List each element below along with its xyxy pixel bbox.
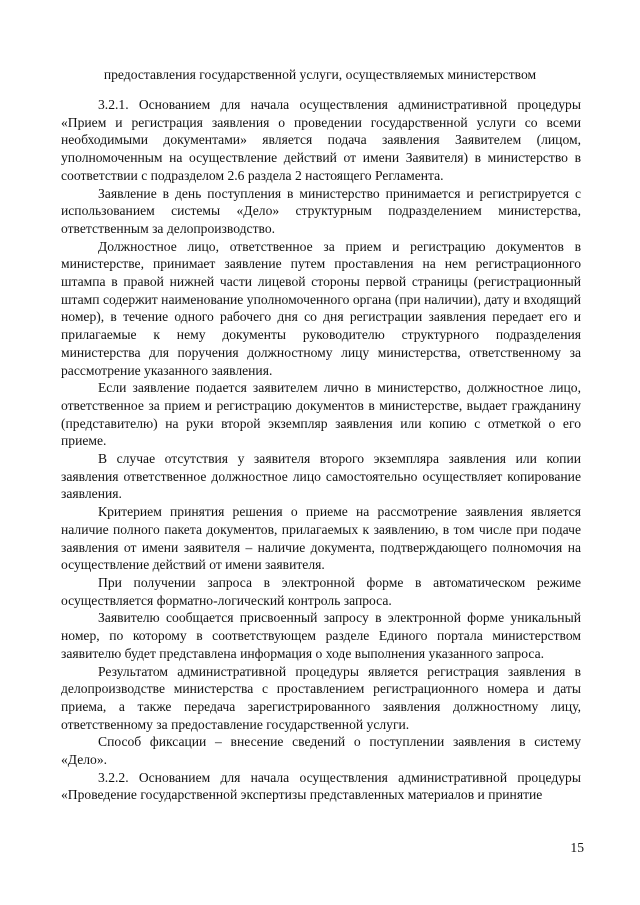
paragraph-3-2-2: 3.2.2. Основанием для начала осуществления административной процедуры «Проведение государственной экспертизы представленных материалов и принятие (61, 769, 581, 803)
paragraph-unique-number: Заявителю сообщается присвоенный запросу в электронной форме уникальный номер, по которому в соответствующем разделе Единого портала министерством заявителю будет представлена информация о ходе выполнения указанного запроса. (61, 610, 581, 661)
paragraph-electronic-request: При получении запроса в электронной форме в автоматическом режиме осуществляется форматно-логический контроль запроса. (61, 574, 581, 608)
paragraph-3-2-1: 3.2.1. Основанием для начала осуществления административной процедуры «Прием и регистрация заявления о проведении государственной услуги со всеми необходимыми документами» является подача заявления Заявителем (лицом, уполномоченным на осуществление действий от имени Заявителя) в министерство в соответствии с подразделом 2.6 раздела 2 настоящего Регламента. (61, 97, 581, 183)
paragraph-registration: Заявление в день поступления в министерство принимается и регистрируется с использованием системы «Дело» структурным подразделением министерства, ответственным за делопроизводство. (61, 185, 581, 236)
paragraph-criterion: Критерием принятия решения о приеме на рассмотрение заявления является наличие полного пакета документов, прилагаемых к заявлению, в том числе при подаче заявления от имени заявителя – наличие документа, подтверждающего полномочия на осуществление действий от имени заявителя. (61, 504, 581, 573)
paragraph-no-copy: В случае отсутствия у заявителя второго экземпляра заявления или копии заявления ответственное должностное лицо самостоятельно осуществляет копирование заявления. (61, 451, 581, 502)
paragraph-official-stamp: Должностное лицо, ответственное за прием и регистрацию документов в министерстве, принимает заявление путем проставления на нем регистрационного штампа в правой нижней части лицевой стороны первой страницы (регистрационный штамп содержит наименование уполномоченного органа (при наличии), дату и входящий номер), в течение одного рабочего дня со дня регистрации заявления передает его и прилагаемые к нему документы руководителю структурного подразделения министерства для поручения должностному лицу министерства, ответственному за рассмотрение указанного заявления. (61, 238, 581, 378)
running-head: предоставления государственной услуги, осуществляемых министерством (103, 67, 537, 82)
page-number: 15 (570, 840, 584, 855)
paragraph-in-person: Если заявление подается заявителем лично в министерство, должностное лицо, ответственное за прием и регистрацию документов в министерстве, выдает гражданину (представителю) на руки второй экземпляр заявления или копию с отметкой о его приеме. (61, 380, 581, 449)
paragraph-fixation: Способ фиксации – внесение сведений о поступлении заявления в систему «Дело». (61, 734, 581, 768)
body-text (61, 96, 581, 804)
paragraph-result: Результатом административной процедуры является регистрация заявления в делопроизводстве министерства с проставлением регистрационного номера и даты приема, а также передача зарегистрированного заявления должностному лицу, ответственному за предоставление государственной услуги. (61, 663, 581, 732)
